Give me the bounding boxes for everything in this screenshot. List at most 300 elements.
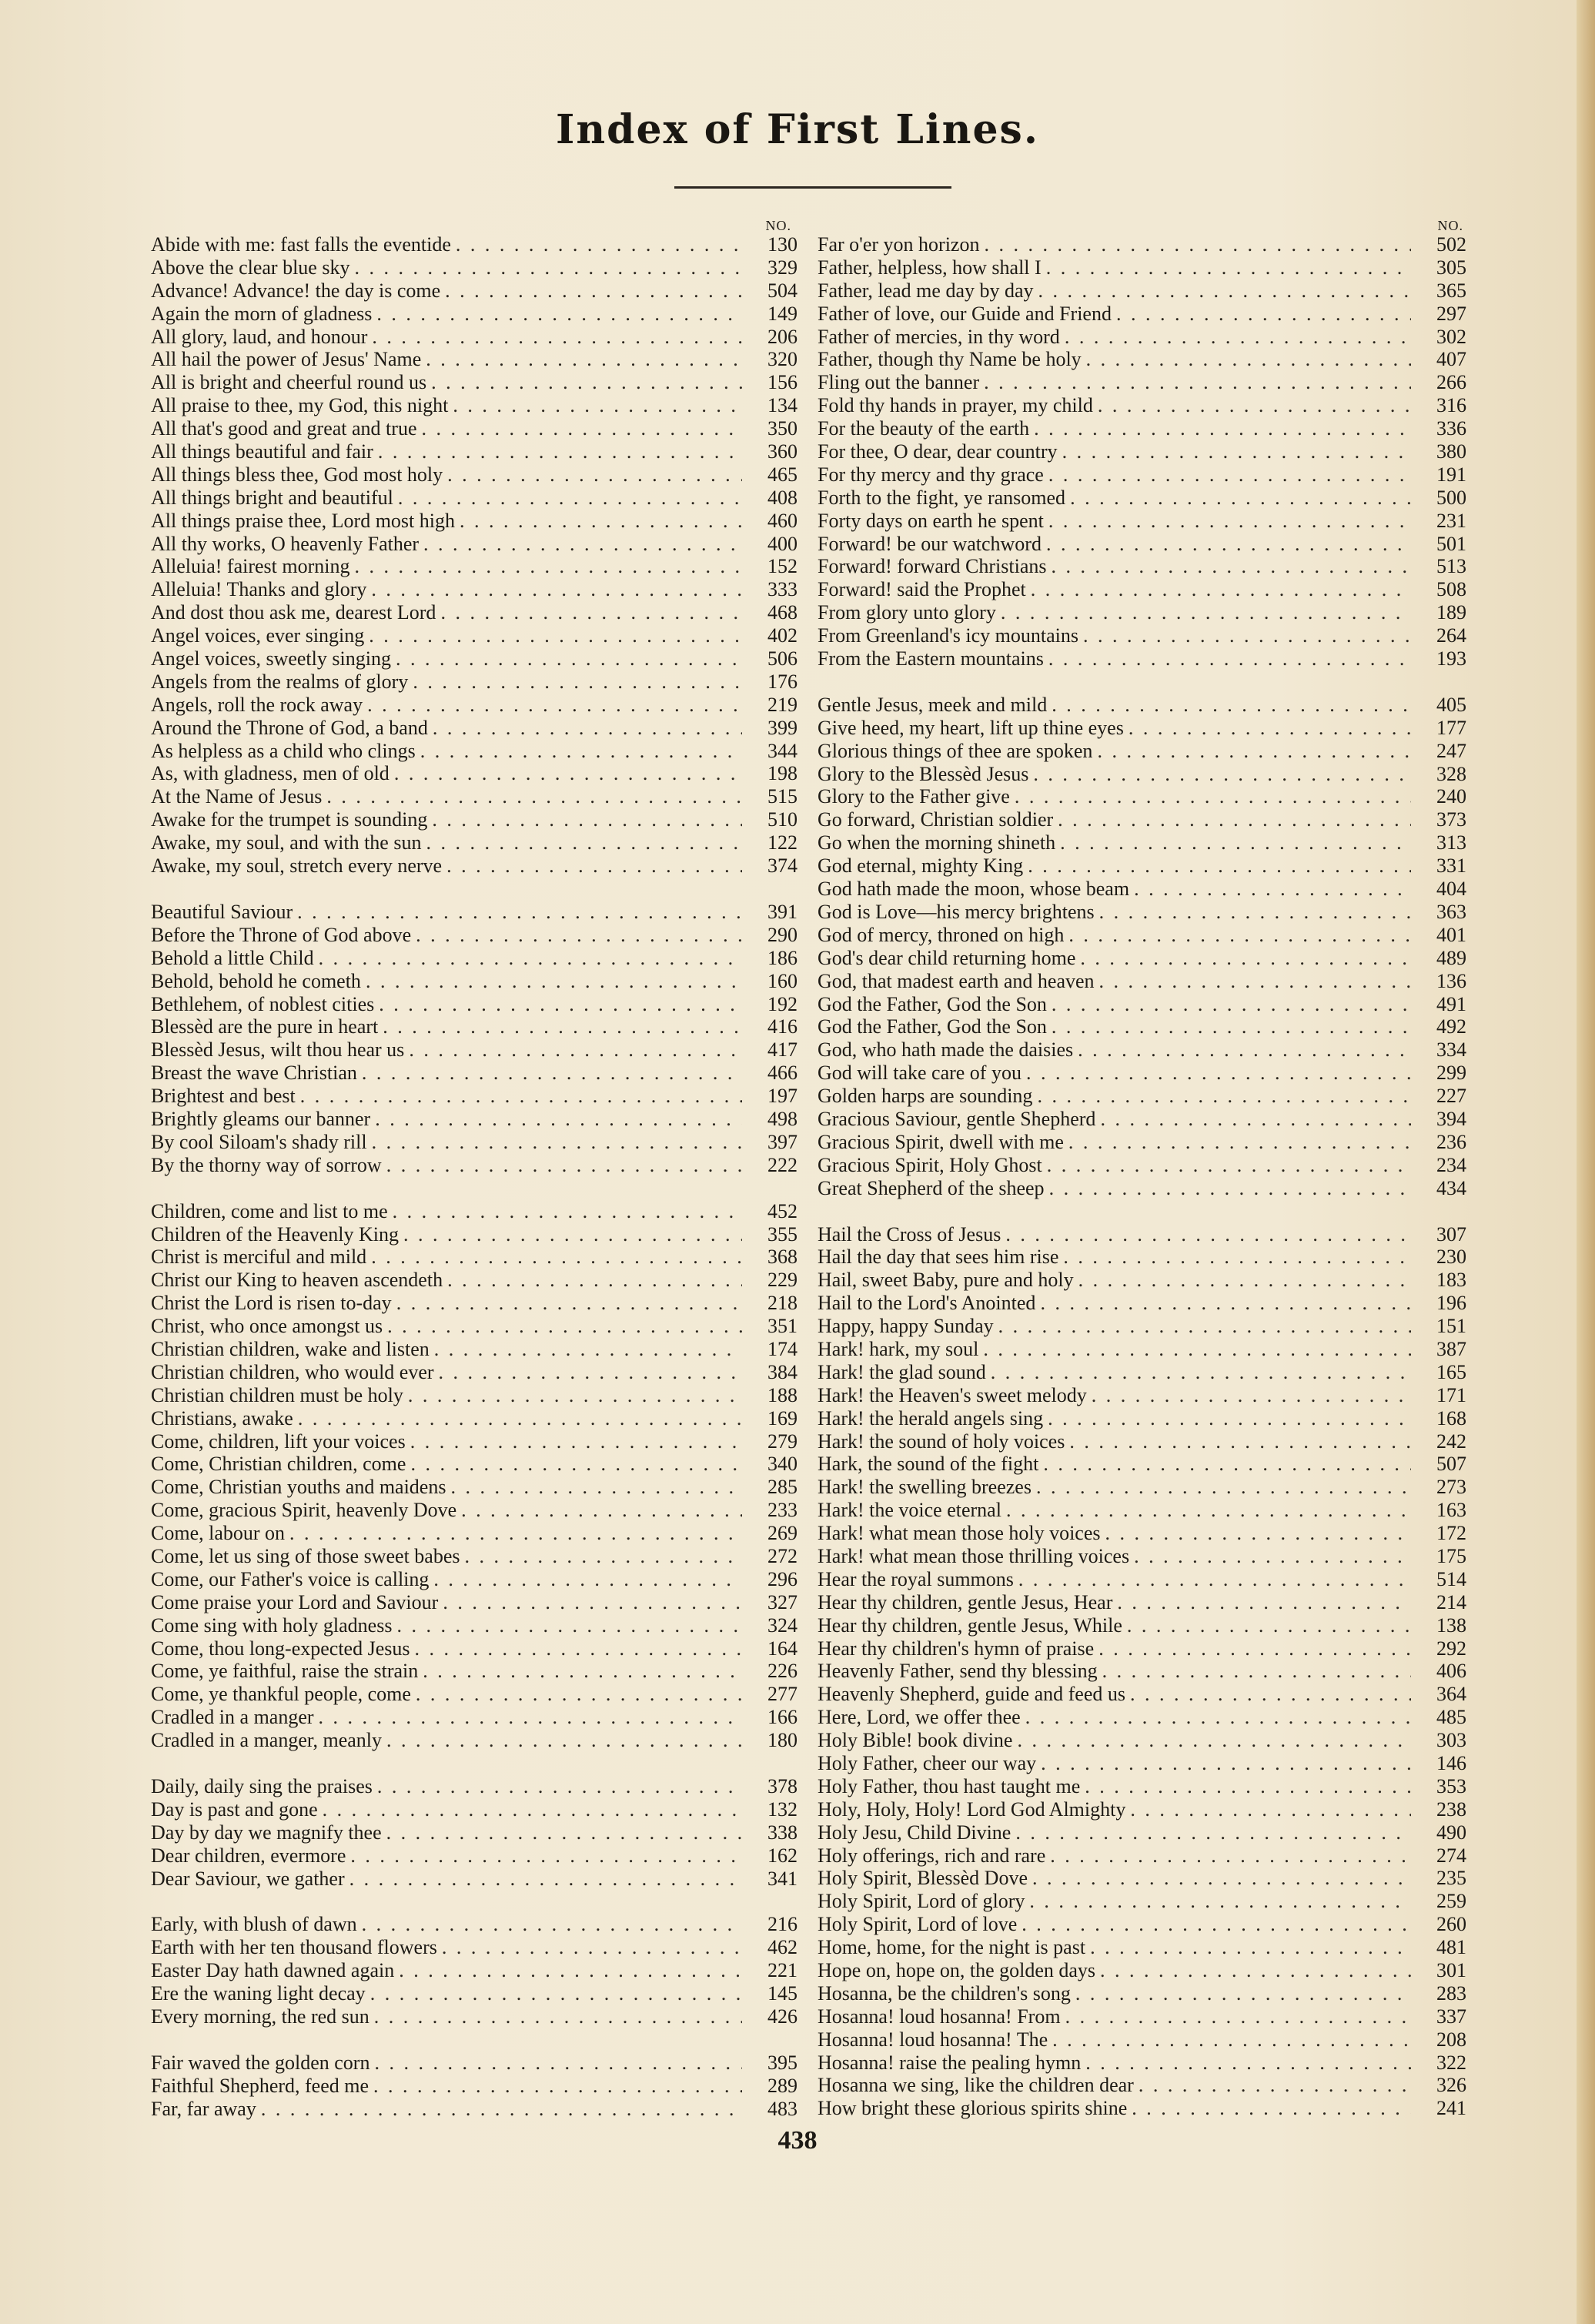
index-entry xyxy=(818,1637,1466,1660)
hymn-number: 162 xyxy=(767,1844,798,1867)
dot-leader xyxy=(1065,326,1411,349)
first-line: Hail the Cross of Jesus xyxy=(818,1222,1001,1246)
first-line: Blessèd Jesus, wilt thou hear us xyxy=(151,1038,405,1062)
dot-leader xyxy=(261,2098,742,2121)
index-entry xyxy=(818,2097,1466,2120)
first-line: Early, with blush of dawn xyxy=(151,1913,357,1936)
dot-leader xyxy=(1005,1223,1411,1246)
group-gap xyxy=(151,878,798,901)
dot-leader xyxy=(371,578,742,601)
first-line: God the Father, God the Son xyxy=(818,1015,1047,1038)
hymn-number: 320 xyxy=(767,348,798,371)
first-line: God, who hath made the daisies xyxy=(818,1038,1074,1062)
hymn-number: 174 xyxy=(767,1337,798,1360)
dot-leader xyxy=(375,1108,742,1131)
hymn-number: 183 xyxy=(1436,1269,1466,1292)
first-line: Hope on, hope on, the golden days xyxy=(818,1959,1096,1982)
index-entry xyxy=(151,1315,798,1338)
dot-leader xyxy=(1052,555,1412,578)
index-entry xyxy=(151,1292,798,1315)
hymn-number: 397 xyxy=(767,1130,798,1153)
index-entry xyxy=(151,555,798,578)
hymn-number: 328 xyxy=(1436,762,1466,785)
first-line: Glorious things of thee are spoken xyxy=(818,739,1093,762)
first-line: Hark! the swelling breezes xyxy=(818,1476,1032,1499)
dot-leader xyxy=(350,1844,742,1868)
hymn-number: 277 xyxy=(767,1683,798,1706)
first-line: All thy works, O heavenly Father xyxy=(151,532,420,555)
hymn-number: 197 xyxy=(767,1085,798,1108)
first-line: Happy, happy Sunday xyxy=(818,1315,994,1338)
index-entry xyxy=(151,1108,798,1131)
first-line: Father, though thy Name be holy xyxy=(818,348,1082,371)
index-entry xyxy=(818,854,1466,878)
hymn-number: 279 xyxy=(767,1430,798,1453)
hymn-number: 301 xyxy=(1436,1959,1466,1982)
dot-leader xyxy=(386,1154,742,1177)
dot-leader xyxy=(369,624,742,647)
dot-leader xyxy=(1105,1522,1411,1545)
first-line: All things praise thee, Lord most high xyxy=(151,509,456,532)
dot-leader xyxy=(413,670,742,694)
hymn-number: 483 xyxy=(767,2097,798,2120)
first-line: Easter Day hath dawned again xyxy=(151,1959,395,1982)
index-entry xyxy=(818,1062,1466,1085)
first-line: From glory unto glory xyxy=(818,601,996,624)
dot-leader xyxy=(386,1821,742,1844)
first-line: All things beautiful and fair xyxy=(151,440,373,463)
index-entry xyxy=(151,2051,798,2075)
first-line: Holy offerings, rich and rare xyxy=(818,1844,1046,1867)
dot-leader xyxy=(1046,256,1411,279)
first-line: Ere the waning light decay xyxy=(151,1982,366,2005)
first-line: Alleluia! Thanks and glory xyxy=(151,578,367,601)
hymn-number: 221 xyxy=(767,1959,798,1982)
hymn-number: 177 xyxy=(1436,716,1466,739)
index-entry xyxy=(818,256,1466,279)
index-entry xyxy=(818,1292,1466,1315)
index-entry xyxy=(818,440,1466,463)
hymn-number: 216 xyxy=(767,1913,798,1936)
index-entry xyxy=(818,1890,1466,1913)
first-line: Every morning, the red sun xyxy=(151,2005,369,2028)
dot-leader xyxy=(1130,1683,1411,1706)
first-line: Hark! what mean those holy voices xyxy=(818,1522,1101,1545)
page-edge xyxy=(1577,0,1595,2324)
index-entry xyxy=(818,717,1466,740)
first-line: And dost thou ask me, dearest Lord xyxy=(151,601,436,624)
index-entry xyxy=(151,1338,798,1361)
hymn-number: 338 xyxy=(767,1821,798,1844)
first-line: Home, home, for the night is past xyxy=(818,1936,1086,1959)
dot-leader xyxy=(1036,1476,1411,1499)
dot-leader xyxy=(1117,1591,1411,1614)
first-line: For thy mercy and thy grace xyxy=(818,463,1044,486)
first-line: Brightly gleams our banner xyxy=(151,1107,371,1130)
hymn-number: 491 xyxy=(1436,992,1466,1015)
index-entry xyxy=(151,1568,798,1591)
hymn-number: 336 xyxy=(1436,417,1466,440)
index-entry xyxy=(818,555,1466,578)
hymn-number: 368 xyxy=(767,1246,798,1269)
dot-leader xyxy=(460,510,742,533)
first-line: Hark! what mean those thrilling voices xyxy=(818,1544,1130,1567)
first-line: Fold thy hands in prayer, my child xyxy=(818,394,1093,417)
first-line: Hark! the voice eternal xyxy=(818,1499,1001,1522)
dot-leader xyxy=(366,970,742,993)
dot-leader xyxy=(1022,1913,1411,1936)
index-entry xyxy=(151,1223,798,1246)
hymn-number: 165 xyxy=(1436,1360,1466,1383)
first-line: Hark, the sound of the fight xyxy=(818,1453,1039,1476)
index-entry xyxy=(818,740,1466,763)
first-line: God hath made the moon, whose beam xyxy=(818,878,1130,901)
hymn-number: 365 xyxy=(1436,279,1466,302)
first-line: God is Love—his mercy brightens xyxy=(818,900,1095,923)
dot-leader xyxy=(1075,1982,1411,2005)
hymn-number: 380 xyxy=(1436,440,1466,463)
hymn-number: 299 xyxy=(1436,1062,1466,1085)
hymn-number: 378 xyxy=(767,1775,798,1797)
index-entry xyxy=(151,947,798,970)
index-entry xyxy=(151,1085,798,1108)
index-entry xyxy=(818,233,1466,256)
hymn-number: 485 xyxy=(1436,1706,1466,1729)
dot-leader xyxy=(300,1085,742,1108)
dot-leader xyxy=(1018,1568,1411,1591)
first-line: Holy Father, thou hast taught me xyxy=(818,1774,1081,1797)
dot-leader xyxy=(1116,303,1411,326)
index-entry xyxy=(818,1131,1466,1154)
dot-leader xyxy=(1090,1936,1411,1959)
page-title: Index of First Lines. xyxy=(556,106,1039,153)
index-entry xyxy=(818,487,1466,510)
hymn-number: 406 xyxy=(1436,1660,1466,1683)
index-entry xyxy=(818,394,1466,417)
dot-leader xyxy=(434,1338,742,1361)
hymn-number: 329 xyxy=(767,256,798,279)
first-line: Father, lead me day by day xyxy=(818,279,1034,302)
index-entry xyxy=(151,1982,798,2005)
hymn-number: 136 xyxy=(1436,969,1466,992)
dot-leader xyxy=(1127,1614,1411,1637)
title-rule xyxy=(674,186,951,189)
first-line: From Greenland's icy mountains xyxy=(818,624,1079,647)
group-gap xyxy=(151,2028,798,2051)
dot-leader xyxy=(349,1868,742,1891)
group-gap xyxy=(151,1177,798,1200)
index-entry xyxy=(151,854,798,878)
hymn-number: 196 xyxy=(1436,1292,1466,1315)
first-line: Come, our Father's voice is calling xyxy=(151,1567,430,1590)
dot-leader xyxy=(1043,1453,1411,1476)
hymn-number: 241 xyxy=(1436,2097,1466,2120)
hymn-number: 468 xyxy=(767,601,798,624)
dot-leader xyxy=(1006,1499,1411,1522)
index-entry xyxy=(818,1683,1466,1706)
hymn-number: 234 xyxy=(1436,1153,1466,1176)
hymn-number: 289 xyxy=(767,2074,798,2097)
index-entry xyxy=(151,1015,798,1038)
dot-leader xyxy=(1017,1729,1411,1752)
hymn-number: 235 xyxy=(1436,1867,1466,1890)
first-line: Beautiful Saviour xyxy=(151,900,293,923)
first-line: Gentle Jesus, meek and mild xyxy=(818,693,1048,716)
dot-leader xyxy=(362,1913,742,1936)
first-line: Come, let us sing of those sweet babes xyxy=(151,1544,460,1567)
index-entry xyxy=(818,947,1466,970)
hymn-number: 160 xyxy=(767,969,798,992)
dot-leader xyxy=(1099,970,1411,993)
dot-leader xyxy=(1132,2097,1411,2120)
dot-leader xyxy=(450,1476,742,1499)
hymn-number: 344 xyxy=(767,739,798,762)
first-line: Come, gracious Spirit, heavenly Dove xyxy=(151,1499,457,1522)
first-line: Abide with me: fast falls the eventide xyxy=(151,233,451,256)
group-gap xyxy=(818,670,1466,694)
index-entry xyxy=(151,326,798,349)
first-line: Blessèd are the pure in heart xyxy=(151,1015,379,1038)
dot-leader xyxy=(1028,854,1411,878)
index-entry xyxy=(818,1568,1466,1591)
hymn-number: 364 xyxy=(1436,1683,1466,1706)
dot-leader xyxy=(298,1407,742,1430)
dot-leader xyxy=(1130,1798,1411,1821)
dot-leader xyxy=(1083,624,1411,647)
hymn-number: 399 xyxy=(767,716,798,739)
first-line: Again the morn of gladness xyxy=(151,302,373,325)
index-entry xyxy=(151,2098,798,2121)
hymn-number: 168 xyxy=(1436,1406,1466,1430)
index-entry xyxy=(818,1476,1466,1499)
first-line: Come, children, lift your voices xyxy=(151,1430,406,1453)
first-line: For the beauty of the earth xyxy=(818,417,1030,440)
hymn-number: 302 xyxy=(1436,325,1466,348)
dot-leader xyxy=(1069,1430,1411,1453)
dot-leader xyxy=(1032,1867,1411,1890)
hymn-number: 333 xyxy=(767,578,798,601)
hymn-number: 191 xyxy=(1436,463,1466,486)
dot-leader xyxy=(1085,2051,1411,2075)
hymn-number: 175 xyxy=(1436,1544,1466,1567)
hymn-number: 259 xyxy=(1436,1890,1466,1913)
dot-leader xyxy=(433,717,742,740)
first-line: Around the Throne of God, a band xyxy=(151,716,428,739)
index-entry xyxy=(818,1269,1466,1292)
first-line: Hear thy children, gentle Jesus, While xyxy=(818,1613,1122,1637)
hymn-number: 146 xyxy=(1436,1752,1466,1774)
index-entry xyxy=(151,2075,798,2098)
hymn-number: 510 xyxy=(767,808,798,831)
hymn-number: 391 xyxy=(767,900,798,923)
dot-leader xyxy=(326,785,742,808)
dot-leader xyxy=(1052,993,1411,1016)
hymn-number: 481 xyxy=(1436,1936,1466,1959)
hymn-number: 242 xyxy=(1436,1430,1466,1453)
dot-leader xyxy=(1134,878,1411,901)
index-entry xyxy=(151,1959,798,1982)
first-line: Here, Lord, we offer thee xyxy=(818,1706,1021,1729)
hymn-number: 247 xyxy=(1436,739,1466,762)
index-entry xyxy=(151,1269,798,1292)
hymn-number: 206 xyxy=(767,325,798,348)
hymn-number: 384 xyxy=(767,1360,798,1383)
index-entry xyxy=(818,1821,1466,1844)
hymn-number: 506 xyxy=(767,647,798,670)
index-entry xyxy=(151,1614,798,1637)
index-entry xyxy=(818,1591,1466,1614)
first-line: Earth with her ten thousand flowers xyxy=(151,1936,437,1959)
index-entry xyxy=(151,1384,798,1407)
index-entry xyxy=(818,1798,1466,1821)
first-line: By cool Siloam's shady rill xyxy=(151,1130,367,1153)
hymn-number: 316 xyxy=(1436,394,1466,417)
index-entry xyxy=(818,993,1466,1016)
index-entry xyxy=(818,1959,1466,1982)
index-entry xyxy=(151,303,798,326)
first-line: From the Eastern mountains xyxy=(818,647,1044,670)
hymn-number: 130 xyxy=(767,233,798,256)
first-line: Come, ye thankful people, come xyxy=(151,1683,411,1706)
index-entry xyxy=(151,1660,798,1683)
index-entry xyxy=(818,1982,1466,2005)
first-line: Children of the Heavenly King xyxy=(151,1222,400,1246)
index-entry xyxy=(818,348,1466,371)
dot-leader xyxy=(1060,831,1411,854)
dot-leader xyxy=(1047,1154,1411,1177)
index-entry xyxy=(818,1614,1466,1637)
hymn-number: 285 xyxy=(767,1476,798,1499)
hymn-number: 313 xyxy=(1436,831,1466,854)
first-line: Forward! said the Prophet xyxy=(818,578,1026,601)
hymn-number: 219 xyxy=(767,693,798,716)
first-line: Hark! the Heaven's sweet melody xyxy=(818,1383,1087,1406)
first-line: Father, helpless, how shall I xyxy=(818,256,1042,279)
dot-leader xyxy=(416,1683,742,1706)
index-entry xyxy=(818,601,1466,624)
first-line: Hear thy children's hymn of praise xyxy=(818,1637,1095,1660)
dot-leader xyxy=(456,233,742,256)
dot-leader xyxy=(1080,947,1411,970)
index-entry xyxy=(151,1430,798,1453)
hymn-number: 269 xyxy=(767,1522,798,1545)
dot-leader xyxy=(374,2005,742,2028)
first-line: All hail the power of Jesus' Name xyxy=(151,348,422,371)
index-entry xyxy=(818,1085,1466,1108)
dot-leader xyxy=(1015,785,1411,808)
left-column xyxy=(151,218,798,2121)
first-line: Above the clear blue sky xyxy=(151,256,350,279)
dot-leader xyxy=(1086,348,1411,371)
first-line: Hail the day that sees him rise xyxy=(818,1246,1059,1269)
dot-leader xyxy=(1102,1660,1411,1683)
first-line: Hark! hark, my soul xyxy=(818,1337,979,1360)
dot-leader xyxy=(1078,1269,1411,1292)
dot-leader xyxy=(396,1292,742,1315)
index-entry xyxy=(151,578,798,601)
dot-leader xyxy=(370,1982,742,2005)
dot-leader xyxy=(410,1430,742,1453)
hymn-number: 236 xyxy=(1436,1130,1466,1153)
dot-leader xyxy=(371,1246,742,1269)
dot-leader xyxy=(410,1453,742,1476)
first-line: Come, ye faithful, raise the strain xyxy=(151,1660,419,1683)
hymn-number: 334 xyxy=(1436,1038,1466,1062)
index-entry xyxy=(151,1936,798,1959)
index-entry xyxy=(151,233,798,256)
dot-leader xyxy=(403,1223,742,1246)
first-line: Angels from the realms of glory xyxy=(151,670,409,693)
dot-leader xyxy=(1046,533,1411,556)
hymn-number: 272 xyxy=(767,1544,798,1567)
index-entry xyxy=(151,417,798,440)
first-line: Christians, awake xyxy=(151,1406,293,1430)
index-entry xyxy=(818,1844,1466,1868)
hymn-number: 164 xyxy=(767,1637,798,1660)
first-line: God, that madest earth and heaven xyxy=(818,969,1095,992)
index-entry xyxy=(151,993,798,1016)
first-line: All praise to thee, my God, this night xyxy=(151,394,449,417)
hymn-number: 500 xyxy=(1436,486,1466,509)
hymn-number: 240 xyxy=(1436,785,1466,808)
index-entry xyxy=(151,1637,798,1660)
hymn-number: 266 xyxy=(1436,371,1466,394)
first-line: Glory to the Father give xyxy=(818,785,1010,808)
dot-leader xyxy=(1078,1038,1411,1062)
index-entry xyxy=(818,1729,1466,1752)
index-entry xyxy=(818,510,1466,533)
dot-leader xyxy=(423,1660,742,1683)
hymn-number: 508 xyxy=(1436,578,1466,601)
first-line: Hark! the herald angels sing xyxy=(818,1406,1044,1430)
first-line: God of mercy, throned on high xyxy=(818,923,1065,946)
index-entry xyxy=(151,1131,798,1154)
index-entry xyxy=(818,1430,1466,1453)
hymn-number: 395 xyxy=(767,2051,798,2074)
hymn-number: 166 xyxy=(767,1706,798,1729)
hymn-number: 460 xyxy=(767,509,798,532)
first-line: Hosanna, be the children's song xyxy=(818,1981,1071,2005)
dot-leader xyxy=(447,1269,742,1292)
first-line: All that's good and great and true xyxy=(151,417,417,440)
first-line: Holy Spirit, Lord of glory xyxy=(818,1890,1025,1913)
first-line: Holy Spirit, Lord of love xyxy=(818,1913,1018,1936)
dot-leader xyxy=(998,1315,1411,1338)
dot-leader xyxy=(1085,1775,1411,1798)
index-entry xyxy=(818,1867,1466,1890)
hymn-number: 290 xyxy=(767,923,798,946)
dot-leader xyxy=(432,808,742,831)
hymn-number: 373 xyxy=(1436,808,1466,831)
dot-leader xyxy=(372,1131,742,1154)
index-entry xyxy=(818,831,1466,854)
hymn-number: 226 xyxy=(767,1660,798,1683)
hymn-number: 401 xyxy=(1436,923,1466,946)
first-line: Forth to the fight, ye ransomed xyxy=(818,486,1066,509)
first-line: God eternal, mighty King xyxy=(818,854,1024,878)
hymn-number: 402 xyxy=(767,624,798,647)
dot-leader xyxy=(1041,1752,1411,1775)
hymn-number: 504 xyxy=(767,279,798,302)
index-entry xyxy=(818,303,1466,326)
dot-leader xyxy=(399,1959,742,1982)
hymn-number: 231 xyxy=(1436,509,1466,532)
dot-leader xyxy=(1139,2074,1411,2097)
hymn-number: 417 xyxy=(767,1038,798,1062)
index-entry xyxy=(151,1062,798,1085)
hymn-number: 307 xyxy=(1436,1222,1466,1246)
dot-leader xyxy=(1097,740,1411,763)
